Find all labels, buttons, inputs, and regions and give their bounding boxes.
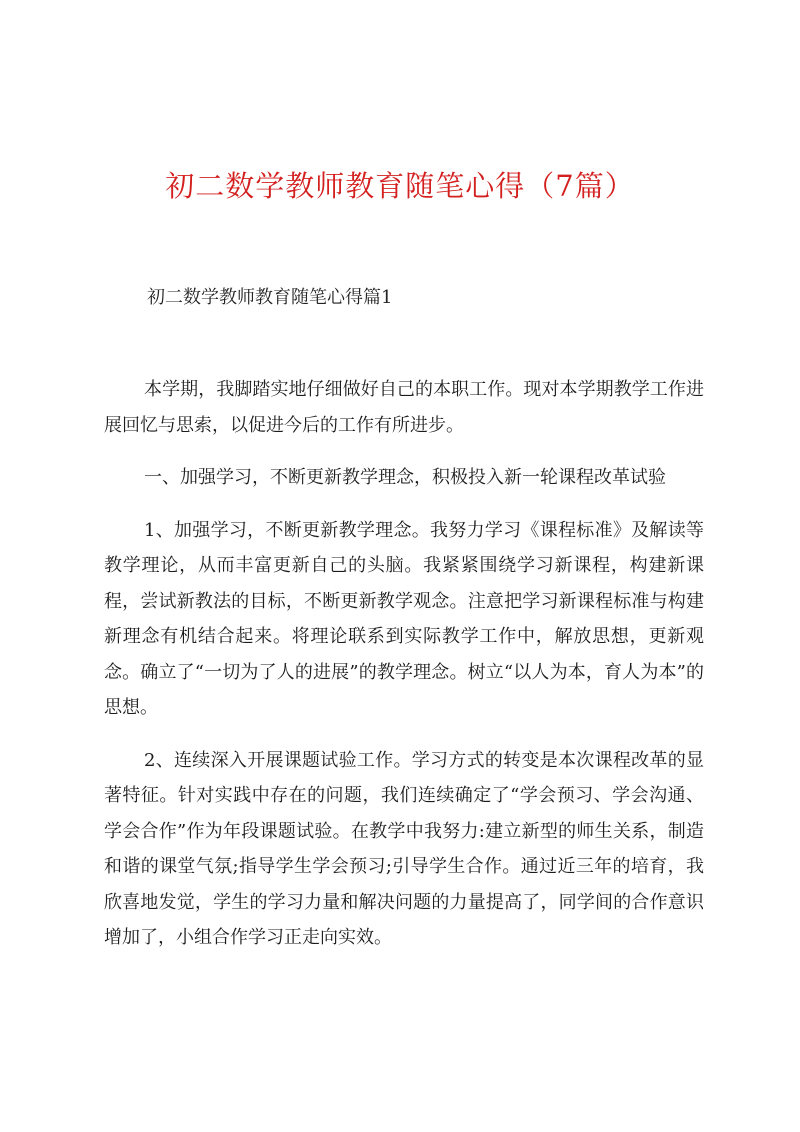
paragraph-heading-1: 一、加强学习，不断更新教学理念，积极投入新一轮课程改革试验 [144,467,666,488]
section-heading: 初二数学教师教育随笔心得篇1 [147,287,393,308]
paragraph-intro: 本学期，我脚踏实地仔细做好自己的本职工作。现对本学期教学工作进展回忆与思索，以促进今后的工作有所进步。 [104,379,704,436]
paragraph-point-1: 1、加强学习，不断更新教学理念。我努力学习《课程标准》及解读等教学理论，从而丰富更新自己的头脑。我紧紧围绕学习新课程，构建新课程，尝试新教法的目标，不断更新教学观念。注意把学习新课程标准与构建新理念有机结合起来。将理论联系到实际教学工作中，解放思想，更新观念。确立了“一切为了人的进展”的教学理念。树立“以人为本，育人为本”的思想。 [104,519,704,718]
document-title: 初二数学教师教育随笔心得（7篇） [165,169,635,203]
document-body [104,372,704,973]
paragraph-point-2: 2、连续深入开展课题试验工作。学习方式的转变是本次课程改革的显著特征。针对实践中存在的问题，我们连续确定了“学会预习、学会沟通、学会合作”作为年段课题试验。在教学中我努力:建立新型的师生关系，制造和谐的课堂气氛;指导学生学会预习;引导学生合作。通过近三年的培育，我欣喜地发觉，学生的学习力量和解决问题的力量提高了，同学间的合作意识增加了，小组合作学习正走向实效。 [104,749,704,948]
